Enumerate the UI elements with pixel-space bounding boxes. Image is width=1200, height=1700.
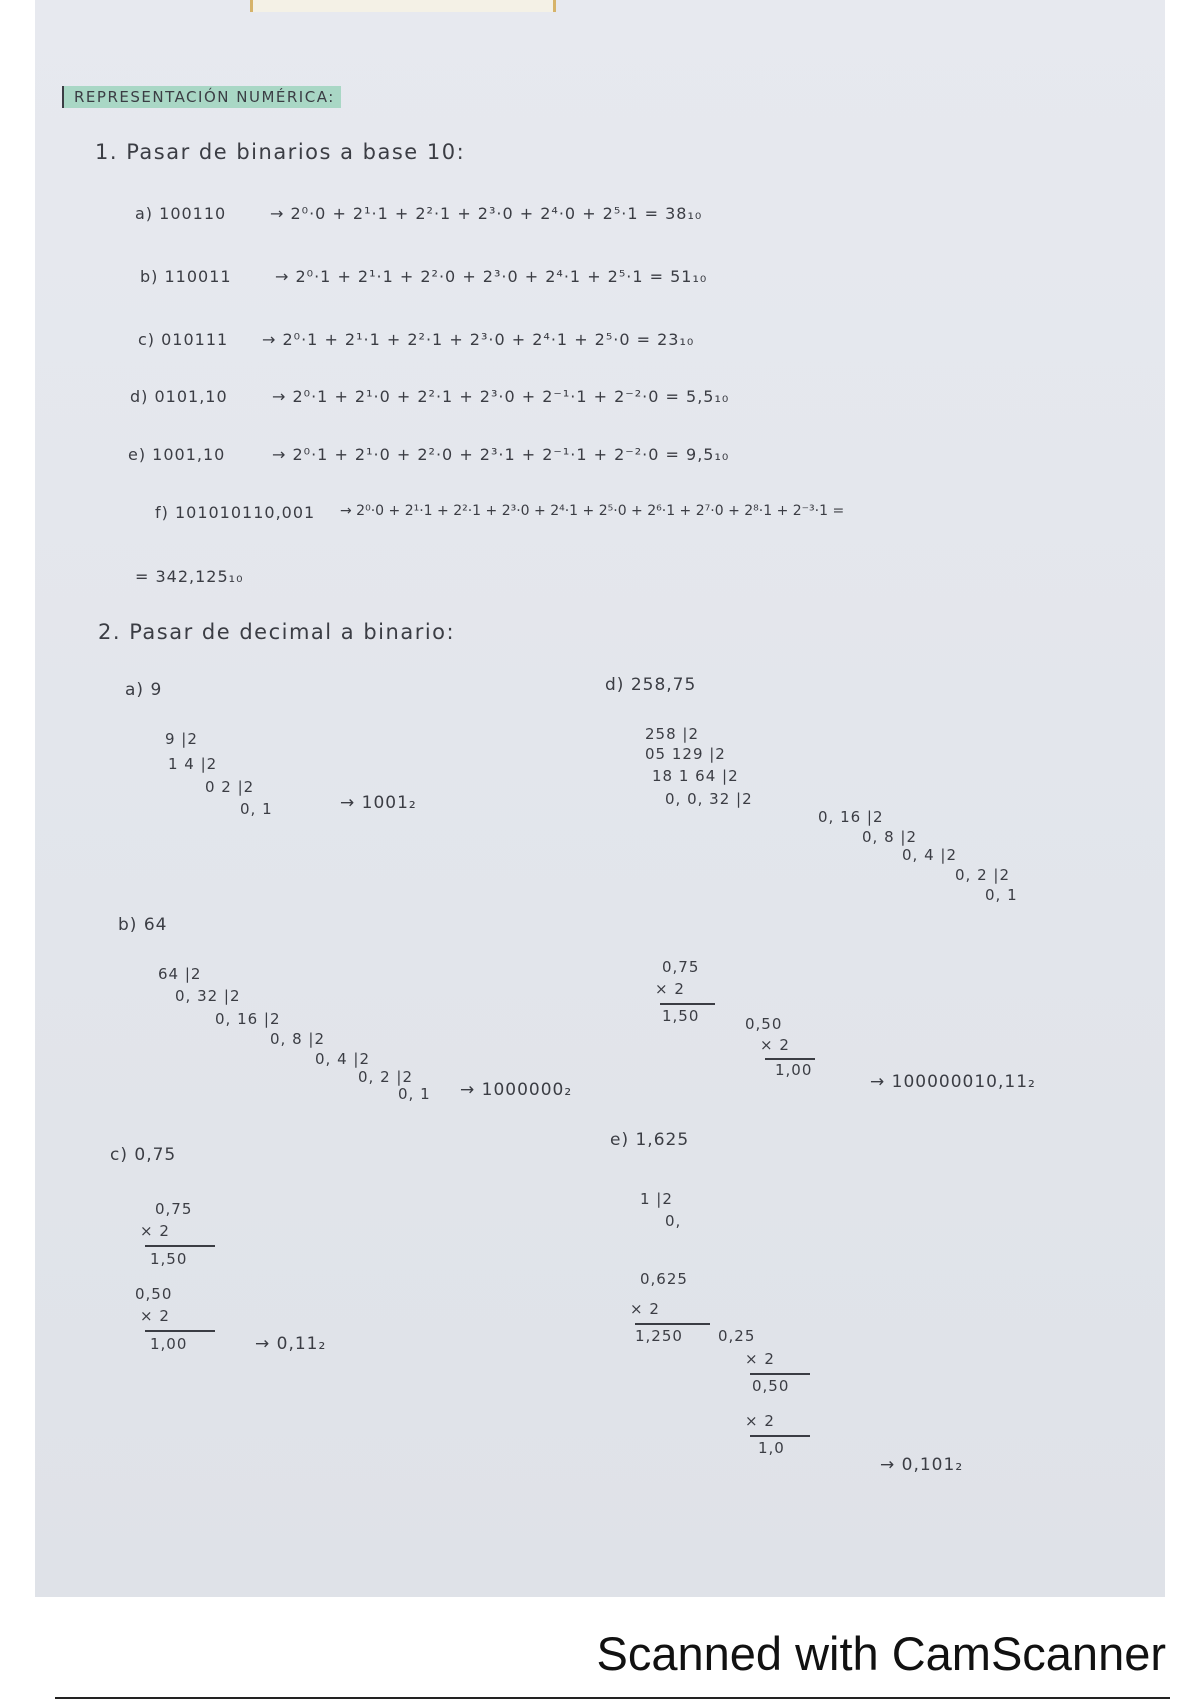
division-row: 05 129 |2 [645, 745, 726, 763]
mult-factor: × 2 [655, 980, 685, 998]
division-row: 0, 4 |2 [315, 1050, 370, 1068]
division-row: 0, 8 |2 [862, 828, 917, 846]
exercise-1c-expansion: → 2⁰·1 + 2¹·1 + 2²·1 + 2³·0 + 2⁴·1 + 2⁵·0 = 23₁₀ [262, 330, 695, 349]
mult-line [635, 1323, 710, 1325]
division-row: 0, 1 [240, 800, 273, 818]
mult-result: 1,00 [775, 1061, 813, 1079]
exercise-1a-label: a) 100110 [135, 204, 227, 223]
division-row: 0, [665, 1212, 682, 1230]
exercise-1e-expansion: → 2⁰·1 + 2¹·0 + 2²·0 + 2³·1 + 2⁻¹·1 + 2⁻²·0 = 9,5₁₀ [272, 445, 730, 464]
exercise-2e-result: → 0,101₂ [880, 1455, 964, 1475]
section1-heading: 1. Pasar de binarios a base 10: [95, 140, 466, 164]
division-row: 0, 1 [398, 1085, 431, 1103]
exercise-2d-result: → 100000010,11₂ [870, 1072, 1036, 1092]
page-title: REPRESENTACIÓN NUMÉRICA: [62, 86, 341, 108]
exercise-2a-label: a) 9 [125, 680, 163, 700]
mult-result: 1,0 [758, 1439, 785, 1457]
exercise-2a-result: → 1001₂ [340, 793, 417, 813]
exercise-2b-result: → 1000000₂ [460, 1080, 573, 1100]
mult-factor: × 2 [745, 1350, 775, 1368]
scanned-page [35, 0, 1165, 1597]
division-row: 0, 8 |2 [270, 1030, 325, 1048]
exercise-1a-expansion: → 2⁰·0 + 2¹·1 + 2²·1 + 2³·0 + 2⁴·0 + 2⁵·1 = 38₁₀ [270, 204, 703, 223]
division-row: 0, 2 |2 [955, 866, 1010, 884]
division-row: 0 2 |2 [205, 778, 255, 796]
division-row: 0, 32 |2 [175, 987, 241, 1005]
mult-top: 0,50 [745, 1015, 783, 1033]
division-row: 64 |2 [158, 965, 202, 983]
division-row: 0, 16 |2 [818, 808, 884, 826]
mult-top: 0,75 [155, 1200, 193, 1218]
mult-factor: × 2 [745, 1412, 775, 1430]
exercise-1f-label: f) 101010110,001 [155, 503, 316, 522]
division-row: 18 1 64 |2 [652, 767, 739, 785]
division-row: 258 |2 [645, 725, 699, 743]
exercise-1d-expansion: → 2⁰·1 + 2¹·0 + 2²·1 + 2³·0 + 2⁻¹·1 + 2⁻²·0 = 5,5₁₀ [272, 387, 730, 406]
division-row: 0, 0, 32 |2 [665, 790, 753, 808]
mult-result: 1,250 [635, 1327, 683, 1345]
exercise-1b-label: b) 110011 [140, 267, 232, 286]
mult-result: 0,50 [752, 1377, 790, 1395]
exercise-1d-label: d) 0101,10 [130, 387, 228, 406]
mult-top: 0,625 [640, 1270, 688, 1288]
section2-heading: 2. Pasar de decimal a binario: [98, 620, 456, 644]
exercise-1c-label: c) 010111 [138, 330, 229, 349]
mult-result: 1,50 [150, 1250, 188, 1268]
mult-factor: × 2 [630, 1300, 660, 1318]
footer-divider [55, 1697, 1170, 1699]
exercise-2d-label: d) 258,75 [605, 675, 697, 695]
mult-result: 1,00 [150, 1335, 188, 1353]
mult-factor: × 2 [140, 1222, 170, 1240]
mult-factor: × 2 [140, 1307, 170, 1325]
camscanner-watermark: Scanned with CamScanner [596, 1627, 1166, 1680]
division-row: 0, 1 [985, 886, 1018, 904]
exercise-2c-result: → 0,11₂ [255, 1334, 327, 1354]
exercise-1e-label: e) 1001,10 [128, 445, 226, 464]
division-row: 1 |2 [640, 1190, 673, 1208]
mult-top: 0,75 [662, 958, 700, 976]
division-row: 1 4 |2 [168, 755, 218, 773]
exercise-2c-label: c) 0,75 [110, 1145, 177, 1165]
mult-result: 1,50 [662, 1007, 700, 1025]
mult-top: 0,50 [135, 1285, 173, 1303]
division-row: 0, 4 |2 [902, 846, 957, 864]
exercise-2e-label: e) 1,625 [610, 1130, 690, 1150]
exercise-2b-label: b) 64 [118, 915, 168, 935]
binder-tab [250, 0, 556, 12]
division-row: 0, 16 |2 [215, 1010, 281, 1028]
mult-line [765, 1058, 815, 1060]
mult-line [145, 1245, 215, 1247]
mult-line [750, 1373, 810, 1375]
mult-line [145, 1330, 215, 1332]
exercise-1f-result: = 342,125₁₀ [135, 567, 244, 586]
arrow-next: 0,25 [718, 1327, 756, 1345]
exercise-1b-expansion: → 2⁰·1 + 2¹·1 + 2²·0 + 2³·0 + 2⁴·1 + 2⁵·1 = 51₁₀ [275, 267, 708, 286]
division-row: 9 |2 [165, 730, 198, 748]
mult-line [750, 1435, 810, 1437]
mult-factor: × 2 [760, 1036, 790, 1054]
division-row: 0, 2 |2 [358, 1068, 413, 1086]
mult-line [660, 1003, 715, 1005]
exercise-1f-expansion: → 2⁰·0 + 2¹·1 + 2²·1 + 2³·0 + 2⁴·1 + 2⁵·0 + 2⁶·1 + 2⁷·0 + 2⁸·1 + 2⁻³·1 = [340, 503, 845, 519]
